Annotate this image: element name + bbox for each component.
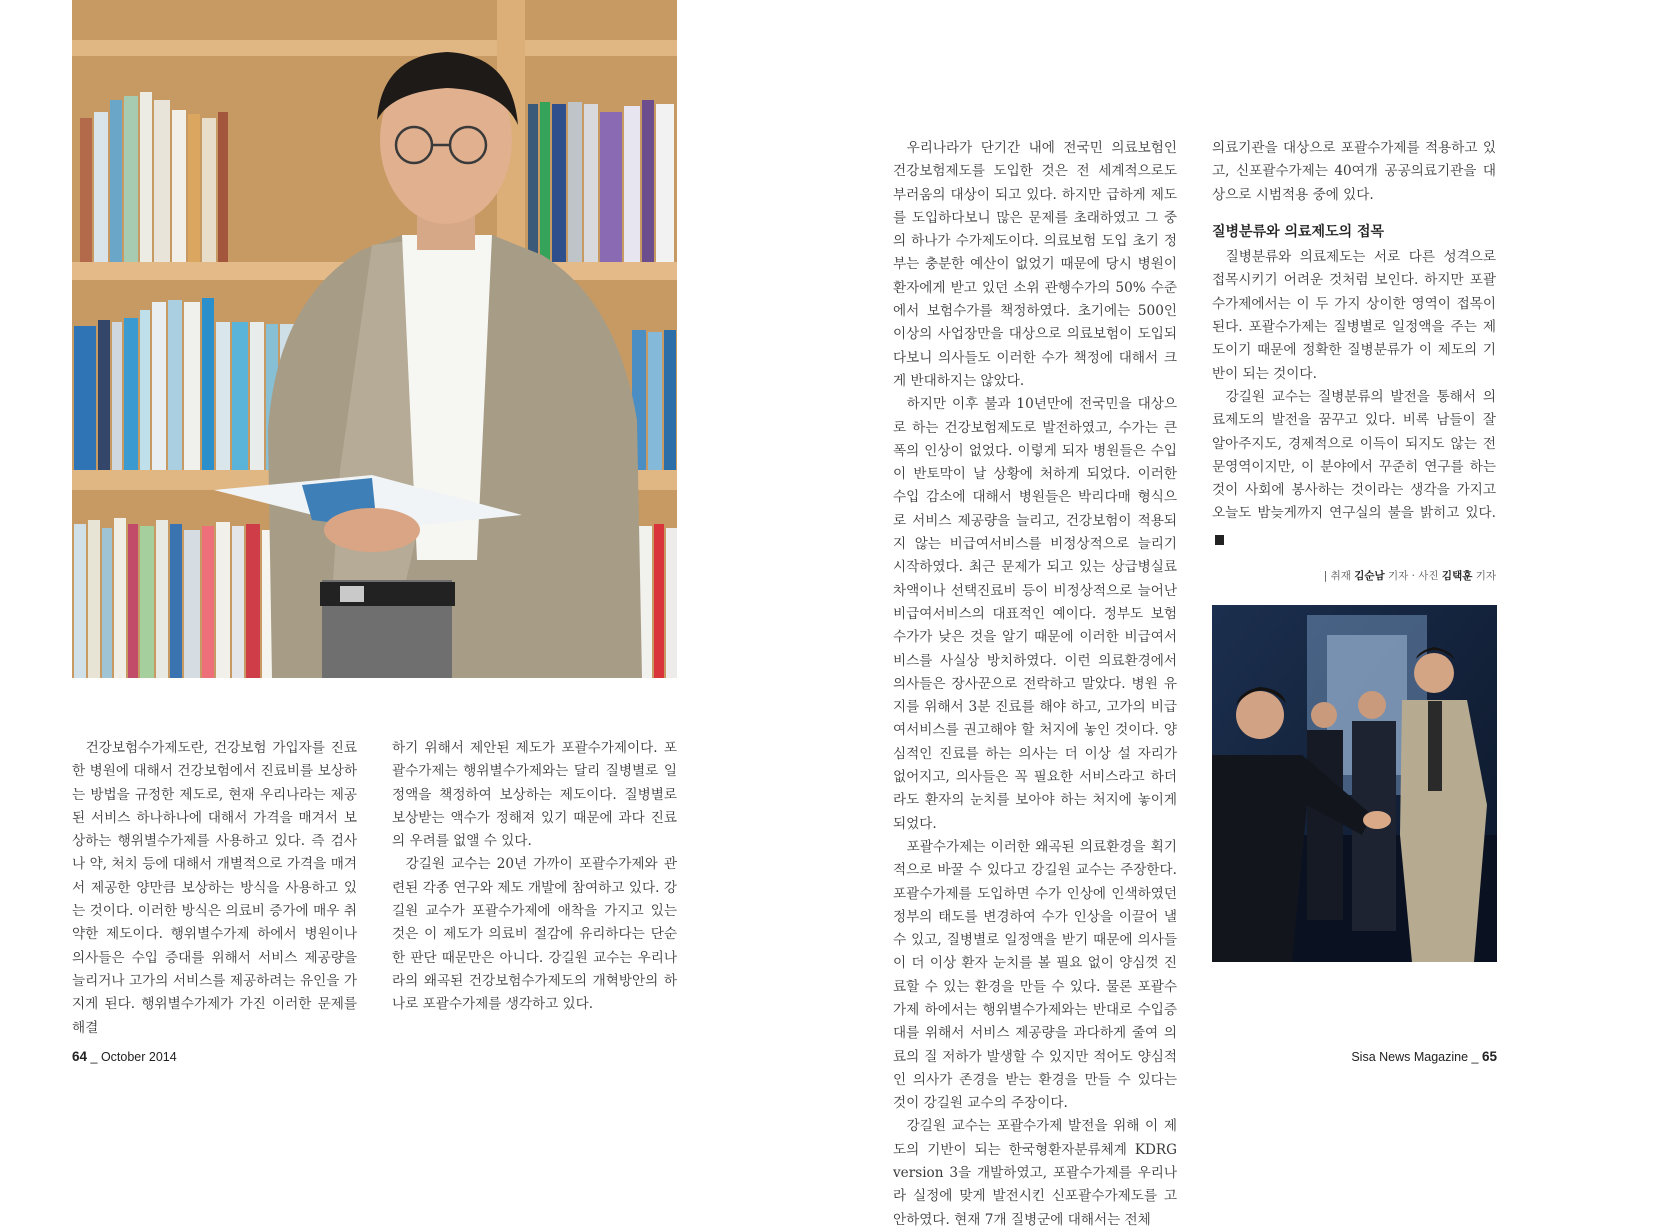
right-column-1: [893, 137, 1177, 1232]
body-paragraph: 강길원 교수는 20년 가까이 포괄수가제와 관련된 각종 연구와 제도 개발에 참여하고 있다. 강길원 교수가 포괄수가제에 애착을 가지고 있는 것은 이 제도가 의료비 절감에 유리하다는 단순한 판단 때문만은 아니다. 강길원 교수는 우리나라의 왜곡된 건강보험수가제도의 개혁방안의 하나로 포괄수가제를 생각하고 있다.: [392, 856, 677, 1013]
credit-mid: 기자 · 사진: [1387, 570, 1439, 583]
body-paragraph: [1212, 386, 1496, 549]
folio-text: _ October 2014: [90, 1050, 177, 1064]
folio-text: Sisa News Magazine _: [1351, 1050, 1479, 1064]
credit-prefix: | 취재: [1323, 570, 1351, 583]
body-paragraph: 포괄수가제는 이러한 왜곡된 의료환경을 획기적으로 바꿀 수 있다고 강길원 교수는 주장한다. 포괄수가제를 도입하면 수가 인상에 인색하였던 정부의 태도를 변경하여 수가 인상을 이끌어 낼 수 있고, 질병별로 일정액을 받기 때문에 의사들이 더 이상 환자 눈치를 볼 필요 없이 양심껏 진료할 수 있는 환경을 만들 수 있다. 물론 포괄수가제 하에서는 행위별수가제와는 반대로 수입증대를 위해서 서비스 제공량을 과다하게 줄여 의료의 질 저하가 발생할 수 있지만 적어도 양심적인 의사가 존경을 받는 환경을 만들 수 있다는 것이 강길원 교수의 주장이다.: [893, 838, 1177, 1112]
body-paragraph: 건강보험수가제도란, 건강보험 가입자를 진료한 병원에 대해서 건강보험에서 진료비를 보상하는 방법을 규정한 제도로, 현재 우리나라는 제공된 서비스 하나하나에 대해서 가격을 매겨서 보상하는 행위별수가제를 사용하고 있다. 즉 검사나 약, 처치 등에 대해서 개별적으로 가격을 매겨서 제공한 양만큼 보상하는 방식을 사용하고 있는 것이다. 이러한 방식은 의료비 증가에 매우 취약한 제도이다. 행위별수가제 하에서 병원이나 의사들은 수입 증대를 위해서 서비스 제공량을 늘리거나 고가의 서비스를 제공하려는 유인을 가지게 된다. 행위별수가제가 가진 이러한 문제를 해결: [72, 740, 357, 1036]
credit-reporter: 김순남: [1354, 570, 1385, 583]
left-folio: [72, 1049, 177, 1064]
byline-credit: [1212, 565, 1496, 588]
page-number: 64: [72, 1049, 88, 1064]
body-paragraph: 질병분류와 의료제도는 서로 다른 성격으로 접목시키기 어려운 것처럼 보인다. 하지만 포괄수가제에서는 이 두 가지 상이한 영역이 접목이 된다. 포괄수가제는 질병별로 일정액을 주는 제도이기 때문에 정확한 질병분류가 이 제도의 기반이 되는 것이다.: [1212, 249, 1496, 382]
portrait-photo: [72, 0, 677, 678]
award-ceremony-photo: [1212, 605, 1497, 962]
right-column-2: [1212, 137, 1496, 588]
credit-photographer: 김택훈: [1441, 570, 1473, 583]
right-folio: [1351, 1049, 1497, 1064]
body-paragraph: 하지만 이후 불과 10년만에 전국민을 대상으로 하는 건강보험제도로 발전하였고, 수가는 큰 폭의 인상이 없었다. 이렇게 되자 병원들은 수입이 반토막이 날 상황에 처하게 되었다. 이러한 수입 감소에 대해서 병원들은 박리다매 형식으로 서비스 제공량을 늘리고, 건강보험이 적용되지 않는 비급여서비스를 비정상적으로 늘리기 시작하였다. 최근 문제가 되고 있는 상급병실료차액이나 선택진료비 등이 비정상적으로 늘어난 비급여서비스의 대표적인 예이다. 정부도 보험수가가 낮은 것을 알기 때문에 이러한 비급여서비스를 사실상 방치하였다. 이런 의료환경에서 의사들은 장사꾼으로 전락하고 말았다. 병원 유지를 위해서 3분 진료를 해야 하고, 고가의 비급여서비스를 권고해야 할 처지에 놓인 것이다. 양심적인 진료를 하는 의사는 더 이상 설 자리가 없어지고, 의사들은 꼭 필요한 서비스라고 하더라도 환자의 눈치를 보아야 하는 처지에 놓이게 되었다.: [893, 396, 1177, 832]
credit-suffix: 기자: [1475, 570, 1496, 583]
body-paragraph: 하기 위해서 제안된 제도가 포괄수가제이다. 포괄수가제는 행위별수가제와는 달리 질병별로 일정액을 책정하여 보상하는 제도이다. 질병별로 보상받는 액수가 정해져 있기 때문에 과다 진료의 우려를 없앨 수 있다.: [392, 740, 677, 850]
body-paragraph: 의료기관을 대상으로 포괄수가제를 적용하고 있고, 신포괄수가제는 40여개 공공의료기관을 대상으로 시범적용 중에 있다.: [1212, 140, 1496, 203]
section-heading: 질병분류와 의료제도의 접목: [1212, 223, 1385, 240]
left-column-2: [392, 737, 677, 1017]
body-paragraph: 강길원 교수는 포괄수가제 발전을 위해 이 제도의 기반이 되는 한국형환자분류체계 KDRG version 3을 개발하였고, 포괄수가제를 우리나라 실정에 맞게 발전시킨 신포괄수가제도를 고안하였다. 현재 7개 질병군에 대해서는 전체: [893, 1118, 1177, 1228]
body-paragraph: 우리나라가 단기간 내에 전국민 의료보험인 건강보험제도를 도입한 것은 전 세계적으로도 부러움의 대상이 되고 있다. 하지만 급하게 제도를 도입하다보니 많은 문제를 초래하였고 그 중의 하나가 수가제도이다. 의료보험 도입 초기 정부는 충분한 예산이 없었기 때문에 당시 병원이 환자에게 받고 있던 소위 관행수가의 50% 수준에서 보험수가를 책정하였다. 초기에는 500인 이상의 사업장만을 대상으로 의료보험이 도입되다보니 의사들도 이러한 수가 책정에 대해서 크게 반대하지는 않았다.: [893, 140, 1177, 389]
end-mark-icon: S: [1215, 535, 1224, 545]
page-number: 65: [1481, 1049, 1497, 1064]
left-column-1: [72, 737, 357, 1040]
body-text: 강길원 교수는 질병분류의 발전을 통해서 의료제도의 발전을 꿈꾸고 있다. 비록 남들이 잘 알아주지도, 경제적으로 이득이 되지도 않는 전문영역이지만, 이 분야에서 꾸준히 연구를 하는 것이 사회에 봉사하는 것이라는 생각을 가지고 오늘도 밤늦게까지 연구실의 불을 밝히고 있다.: [1212, 388, 1496, 522]
